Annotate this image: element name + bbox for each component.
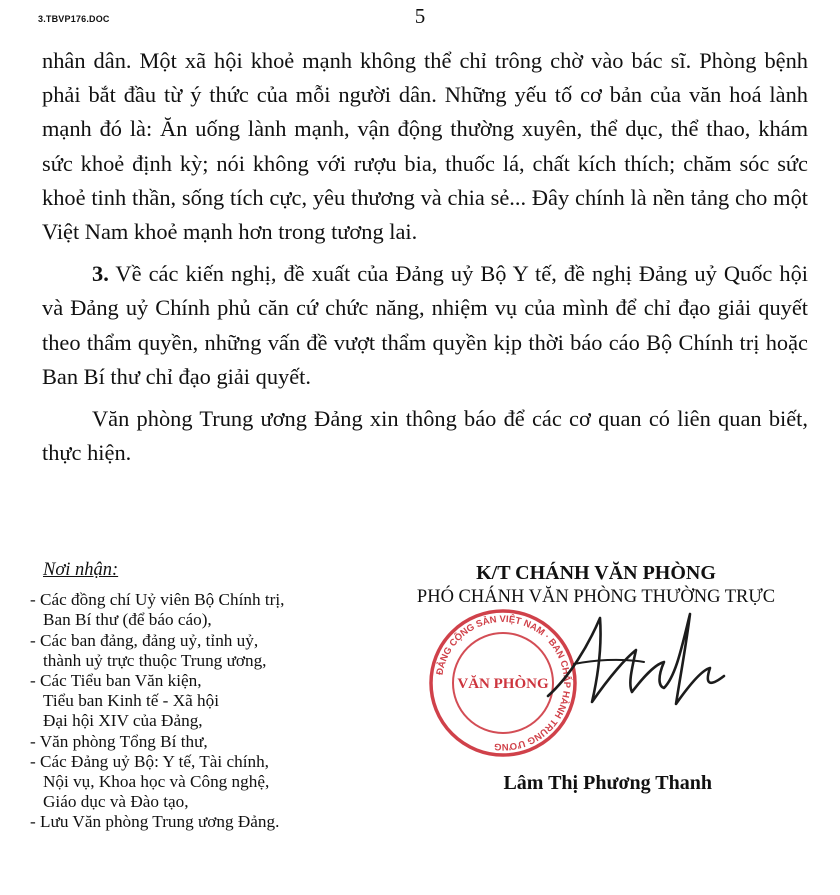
page-number: 5 (414, 4, 426, 28)
signer-position-subtitle: PHÓ CHÁNH VĂN PHÒNG THƯỜNG TRỰC (416, 587, 776, 607)
recipient-line: - Các Tiểu ban Văn kiện, (30, 671, 202, 691)
paragraph-3: Văn phòng Trung ương Đảng xin thông báo để các cơ quan có liên quan biết, thực hiện. (42, 406, 808, 466)
item-number: 3. (92, 261, 109, 287)
document-body (42, 44, 808, 470)
paragraph-1: nhân dân. Một xã hội khoẻ mạnh không thể chỉ trông chờ vào bác sĩ. Phòng bệnh phải bắt đầu từ ý thức của mỗi người dân. Những yếu tố cơ bản của văn hoá lành mạnh đó là: Ăn uống lành mạnh, vận động thường xuyên, thể dục, thể thao, khám sức khoẻ định kỳ; nói không với rượu bia, thuốc lá, chất kích thích; chăm sóc sức khoẻ tinh thần, sống tích cực, yêu thương và chia sẻ... Đây chính là nền tảng cho một Việt Nam khoẻ mạnh hơn trong tương lai. (42, 48, 808, 245)
recipient-line: Đại hội XIV của Đảng, (43, 711, 203, 731)
recipient-line: Nội vụ, Khoa học và Công nghệ, (43, 772, 270, 792)
recipient-line: Ban Bí thư (để báo cáo), (43, 610, 212, 630)
recipient-line: thành uỷ trực thuộc Trung ương, (43, 650, 267, 670)
handwritten-signature (540, 606, 730, 726)
file-code: 3.TBVP176.DOC (38, 14, 110, 24)
recipient-line: - Các Đảng uỷ Bộ: Y tế, Tài chính, (30, 751, 269, 771)
signer-name: Lâm Thị Phương Thanh (503, 772, 712, 794)
recipient-line: - Các đồng chí Uỷ viên Bộ Chính trị, (30, 590, 285, 610)
signer-position-title: K/T CHÁNH VĂN PHÒNG (476, 562, 716, 584)
recipient-line: - Văn phòng Tổng Bí thư, (30, 731, 208, 751)
recipient-line: - Các ban đảng, đảng uỷ, tỉnh uỷ, (30, 630, 259, 650)
recipients-title: Nơi nhận: (43, 560, 119, 580)
seal-center-text: VĂN PHÒNG (457, 676, 549, 692)
recipient-line: - Lưu Văn phòng Trung ương Đảng. (30, 812, 280, 832)
recipients-block (30, 560, 370, 833)
paragraph-2 (42, 257, 808, 394)
recipient-line: Tiểu ban Kinh tế - Xã hội (43, 691, 219, 711)
signature-block (372, 560, 820, 608)
seal-ring-text: ĐẢNG CỘNG SẢN VIỆT NAM · BAN CHẤP HÀNH TRUNG ƯƠNG (434, 613, 573, 753)
paragraph-2-text: Về các kiến nghị, đề xuất của Đảng uỷ Bộ Y tế, đề nghị Đảng uỷ Quốc hội và Đảng uỷ Chính phủ căn cứ chức năng, nhiệm vụ của mình để chỉ đạo giải quyết theo thẩm quyền, những vấn đề vượt thẩm quyền kịp thời báo cáo Bộ Chính trị hoặc Ban Bí thư chỉ đạo giải quyết. (42, 261, 808, 389)
recipient-line: Giáo dục và Đào tạo, (43, 792, 189, 812)
